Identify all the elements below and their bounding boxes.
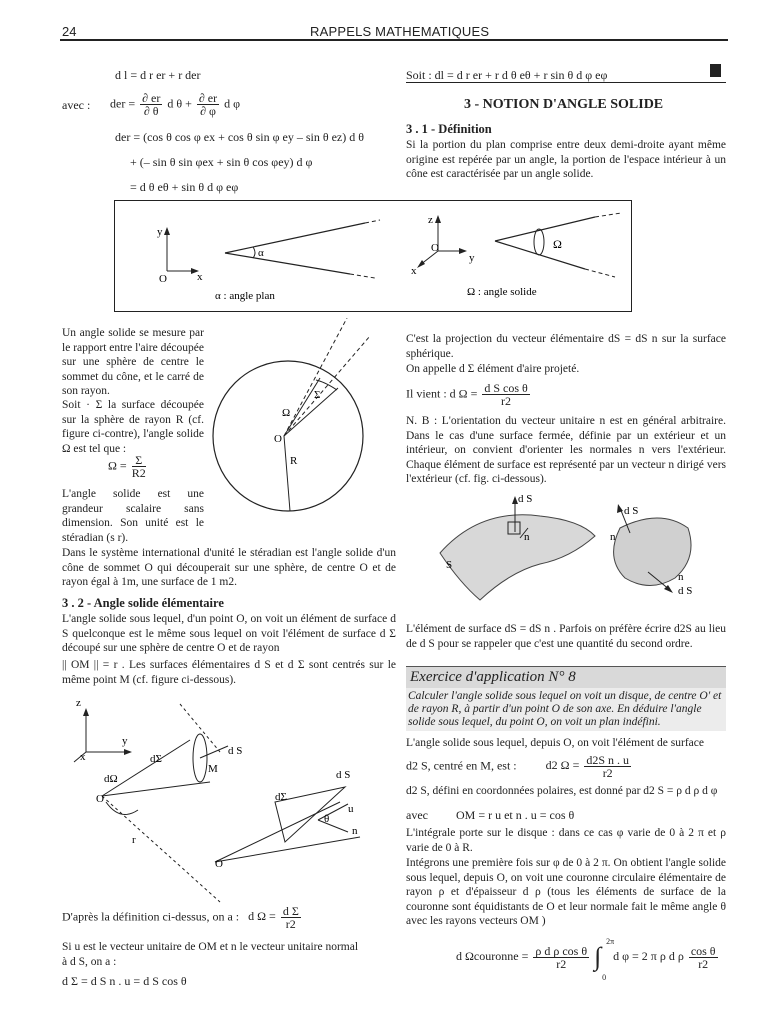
axis-x-left: x — [197, 271, 203, 283]
definition-text: Si la portion du plan comprise entre deux demi-droite ayant même origine est repérée par un angle, la portion de l'espace intérieur à un cône est caractérisée par un angle solide. — [406, 139, 726, 180]
sphere-radius: R — [290, 455, 298, 467]
exercise-eq-2: OM = r u et n . u = cos θ — [456, 808, 575, 822]
equation-der: der = $\frac{\partial er}{\partial \theta}$ d θ + $\frac{\partial er}{\partial \varphi}$ d φ — [110, 91, 241, 118]
equation-der-line2: + (– sin θ sin φex + sin θ cos φey) d φ — [130, 155, 313, 169]
fig-m: M — [208, 763, 218, 775]
integral-sign: ∫ 2π 0 — [594, 937, 615, 982]
equation-omega: Ω = $\frac{\Sigma}{R2}$ — [108, 453, 146, 480]
surface-ds-2: d S — [624, 505, 639, 517]
fig-axis-z: z — [76, 697, 81, 709]
exercise-title: Exercice d'application N° 8 — [410, 669, 576, 685]
fig-axis-y: y — [122, 735, 128, 747]
section-title: 3 - NOTION D'ANGLE SOLIDE — [464, 97, 664, 112]
exercise-text-couronne: Intégrons une première fois sur φ de 0 à 2 π. On obtient l'angle solide sous lequel, depuis O, on voit une couronne circulaire élémentaire de rayon ρ et d'épaisseur d ρ (tous les éléments de surface de la couronne sont équidistants de O et leur normale fait le même angle θ avec les rayons vecteurs OM ) — [406, 857, 726, 927]
equation-der-expanded: der = (cos θ cos φ ex + cos θ sin φ ey – sin θ ez) d θ — [115, 130, 364, 144]
exercise-text-integral: L'intégrale porte sur le disque : dans ce cas φ varie de 0 à 2 π et ρ varie de 0 à R. — [406, 827, 726, 854]
exercise-eq-3: d Ωcouronne = $\frac{\text{ρ d ρ cos θ}}{r2}$ ∫ 2π 0 d φ = 2 π ρ d ρ $\frac{\text{cos θ}}{r2}$ — [456, 937, 716, 982]
fig-axis-x: x — [80, 751, 86, 763]
fig-u: u — [348, 803, 354, 815]
omega-symbol: Ω — [553, 237, 562, 251]
equation-dsigma: d Σ = d S n . u = d S cos θ — [62, 974, 187, 988]
end-square — [710, 64, 721, 77]
fig-n: n — [352, 825, 358, 837]
exercise-statement: Calculer l'angle solide sous lequel on voit un disque, de centre O' et de rayon R, à partir d'un point O de son axe. En déduire l'angle solide sous lequel, du point O, on voit un plan indéfini. — [406, 688, 726, 731]
fig-ds: d S — [228, 745, 243, 757]
subsection-title: 3 . 1 - Définition — [406, 122, 492, 136]
surface-n-1: n — [524, 531, 530, 543]
alpha-symbol: α — [258, 247, 264, 259]
surface-s: S — [446, 559, 453, 571]
plane-angle-caption: α : angle plan — [215, 290, 275, 302]
subsection-elementary: 3 . 2 - Angle solide élémentaire — [62, 596, 224, 610]
equation-domega: Il vient : d Ω = $\frac{\text{d S cos θ}}{r2}$ — [406, 381, 528, 408]
surface-element-text: L'élément de surface dS = dS n . Parfois on préfère écrire d2S au lieu de d S pour se rappeler que c'est une quantité du second ordre. — [406, 623, 726, 650]
definition-result: D'après la définition ci-dessus, on a : d Ω = $\frac{\text{d Σ}}{r2}$ — [62, 904, 299, 931]
fig-domega: dΩ — [104, 773, 118, 785]
angle-figure — [115, 201, 631, 311]
sphere-sigma: Σ — [314, 389, 321, 401]
unit-vector-text: Si u est le vecteur unitaire de OM et n le vecteur unitaire normal à d S, on a : — [62, 941, 359, 968]
header-rule — [60, 39, 728, 41]
orientation-note: N. B : L'orientation du vecteur unitaire n est en général arbitraire. Dans le cas d'une surface fermée, définie par un extérieur et un intérieur, on convient d'orienter les normales n vers l'extérieur. Chaque élément de surface est représenté par un vecteur n dirigé vers l'extérieur (cf. fig. ci-dessous). — [406, 415, 726, 485]
exercise-eq-1: d2 S, centré en M, est : d2 Ω = $\frac{\text{d2S n . u}}{r2}$ — [406, 753, 630, 780]
projection-text: C'est la projection du vecteur élémentaire dS = dS n sur la surface sphérique. — [406, 333, 726, 360]
angle-figure-box — [114, 200, 632, 312]
exercise-text-polar: d2 S, défini en coordonnées polaires, est donné par d2 S = ρ d ρ d φ — [406, 785, 718, 797]
steradian-unit-text: L'angle solide est une grandeur scalaire sans dimension. Son unité est le stéradian (s r). — [62, 488, 204, 544]
equation-soit: Soit : dl = d r er + r d θ eθ + r sin θ d φ eφ — [406, 68, 608, 82]
fig-origin-2: O — [215, 858, 223, 870]
surface-ds-3: d S — [678, 585, 693, 597]
surface-n-3: n — [678, 571, 684, 583]
fig-dsigma-2: dΣ — [275, 791, 287, 803]
steradian-si-text: Dans le système international d'unité le stéradian est l'angle solide d'un cône de sommet O qui découperait sur une sphère, de centre O et de rayon égal à 1m, une surface de 1 m2. — [62, 547, 396, 588]
fig-origin: O — [96, 793, 104, 805]
surface-n-2: n — [610, 531, 616, 543]
surface-ds-1: d S — [518, 493, 533, 505]
avec-label: avec : — [62, 98, 91, 112]
projected-area-text: On appelle d Σ élément d'aire projeté. — [406, 363, 580, 375]
fig-ds-2: d S — [336, 769, 351, 781]
axis-y-left: y — [157, 226, 163, 238]
exercise-banner — [406, 666, 726, 689]
surface-normals-figure — [420, 488, 720, 606]
axis-y-right: y — [469, 252, 475, 264]
solid-angle-measure-text: Un angle solide se mesure par le rapport entre l'aire découpée sur une sphère de centre le sommet du cône, et le carré de son rayon. — [62, 327, 204, 397]
soit-rule — [406, 82, 726, 83]
exercise-text-1: L'angle solide sous lequel, depuis O, on voit l'élément de surface — [406, 737, 704, 749]
sigma-surface-text: Soit · Σ la surface découpée sur la sphère de rayon R (cf. figure ci-contre), l'angle solide Ω est tel que : — [62, 399, 204, 455]
axis-x-right: x — [411, 265, 417, 277]
sphere-omega: Ω — [282, 407, 291, 419]
running-title: RAPPELS MATHEMATIQUES — [310, 24, 490, 39]
origin-left: O — [159, 273, 167, 285]
page-number: 24 — [62, 24, 77, 39]
fig-radius: r — [132, 834, 136, 846]
exercise-avec: avec — [406, 808, 428, 822]
origin-right: O — [431, 242, 439, 254]
fig-theta: θ — [324, 813, 330, 825]
elementary-surfaces-text: || OM || = r . Les surfaces élémentaires d S et d Σ sont centrés sur le même point M (cf. figure ci-dessous). — [62, 659, 396, 686]
axis-z-right: z — [428, 214, 433, 226]
elementary-surface-figure — [70, 692, 400, 904]
sphere-figure — [210, 318, 390, 530]
fig-dsigma: dΣ — [150, 753, 162, 765]
sphere-origin: O — [274, 433, 282, 445]
elementary-solid-angle-text: L'angle solide sous lequel, d'un point O, on voit un élément de surface d S quelconque est le même sous lequel on voit l'élément de surface d Σ découpé sur une sphère de centre O et de rayon — [62, 613, 396, 654]
solid-angle-caption: Ω : angle solide — [467, 286, 537, 298]
equation-dl: d l = d r er + r der — [115, 68, 201, 82]
equation-der-line3: = d θ eθ + sin θ d φ eφ — [130, 180, 239, 194]
